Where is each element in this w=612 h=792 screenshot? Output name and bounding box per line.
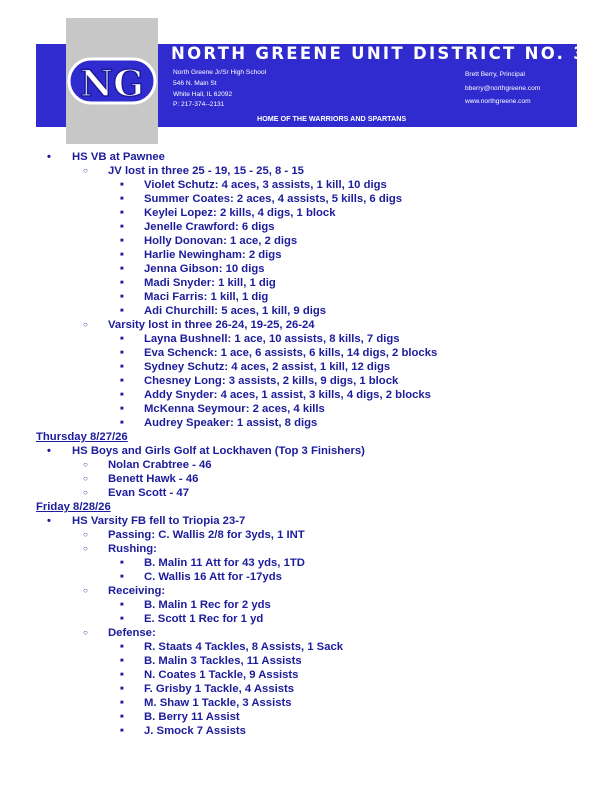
list-item: ■ B. Berry 11 Assist	[36, 710, 596, 724]
list-item: ■ Harlie Newingham: 2 digs	[36, 248, 596, 262]
list-item: ■ Eva Schenck: 1 ace, 6 assists, 6 kills, 14 digs, 2 blocks	[36, 346, 596, 360]
svg-text:NG: NG	[80, 63, 144, 105]
list-item: ■ N. Coates 1 Tackle, 9 Assists	[36, 668, 596, 682]
school-motto: HOME OF THE WARRIORS AND SPARTANS	[257, 114, 407, 123]
list-item: ■ Summer Coates: 2 aces, 4 assists, 5 kills, 6 digs	[36, 192, 596, 206]
principal-contact: Brett Berry, Principal bberry@northgreene.com www.northgreene.com	[465, 71, 541, 105]
thursday-heading: Thursday 8/27/26	[36, 431, 128, 443]
list-item: ■ Keylei Lopez: 2 kills, 4 digs, 1 block	[36, 206, 596, 220]
passing-line: ○ Passing: C. Wallis 2/8 for 3yds, 1 INT	[36, 528, 596, 542]
list-item: ■ Holly Donovan: 1 ace, 2 digs	[36, 234, 596, 248]
logo	[66, 18, 158, 144]
list-item: ■ J. Smock 7 Assists	[36, 724, 596, 738]
list-item: ■ F. Grisby 1 Tackle, 4 Assists	[36, 682, 596, 696]
jv-result: ○ JV lost in three 25 - 19, 15 - 25, 8 - 15	[36, 164, 596, 178]
list-item: ○ Nolan Crabtree - 46	[36, 458, 596, 472]
list-item: ■ B. Malin 1 Rec for 2 yds	[36, 598, 596, 612]
list-item: ■ Sydney Schutz: 4 aces, 2 assist, 1 kill, 12 digs	[36, 360, 596, 374]
varsity-result: ○ Varsity lost in three 26-24, 19-25, 26-24	[36, 318, 596, 332]
vb-heading: • HS VB at Pawnee	[36, 150, 596, 164]
list-item: ■ Jenelle Crawford: 6 digs	[36, 220, 596, 234]
results-list	[36, 150, 596, 738]
letterhead	[36, 18, 588, 124]
list-item: ■ E. Scott 1 Rec for 1 yd	[36, 612, 596, 626]
list-item: ■ Addy Snyder: 4 aces, 1 assist, 3 kills, 4 digs, 2 blocks	[36, 388, 596, 402]
list-item: ■ Audrey Speaker: 1 assist, 8 digs	[36, 416, 596, 430]
golf-heading: • HS Boys and Girls Golf at Lockhaven (Top 3 Finishers)	[36, 444, 596, 458]
list-item: ■ R. Staats 4 Tackles, 8 Assists, 1 Sack	[36, 640, 596, 654]
district-name: NORTH GREENE UNIT DISTRICT NO. 3	[171, 44, 588, 63]
list-item: ■ Layna Bushnell: 1 ace, 10 assists, 8 kills, 7 digs	[36, 332, 596, 346]
list-item: ■ M. Shaw 1 Tackle, 3 Assists	[36, 696, 596, 710]
list-item: ■ Madi Snyder: 1 kill, 1 dig	[36, 276, 596, 290]
rushing-label: ○ Rushing:	[36, 542, 596, 556]
list-item: ○ Evan Scott - 47	[36, 486, 596, 500]
list-item: ■ Chesney Long: 3 assists, 2 kills, 9 digs, 1 block	[36, 374, 596, 388]
list-item: ■ B. Malin 11 Att for 43 yds, 1TD	[36, 556, 596, 570]
fb-heading: • HS Varsity FB fell to Triopia 23-7	[36, 514, 596, 528]
list-item: ■ Maci Farris: 1 kill, 1 dig	[36, 290, 596, 304]
school-address: North Greene Jr/Sr High School 546 N. Main St White Hall, IL 62092 P: 217-374--2131	[173, 69, 267, 109]
list-item: ■ Violet Schutz: 4 aces, 3 assists, 1 kill, 10 digs	[36, 178, 596, 192]
list-item: ○ Benett Hawk - 46	[36, 472, 596, 486]
list-item: ■ C. Wallis 16 Att for -17yds	[36, 570, 596, 584]
list-item: ■ Jenna Gibson: 10 digs	[36, 262, 596, 276]
list-item: ■ McKenna Seymour: 2 aces, 4 kills	[36, 402, 596, 416]
friday-heading: Friday 8/28/26	[36, 501, 111, 513]
receiving-label: ○ Receiving:	[36, 584, 596, 598]
list-item: ■ B. Malin 3 Tackles, 11 Assists	[36, 654, 596, 668]
ng-logo-icon	[67, 55, 157, 107]
list-item: ■ Adi Churchill: 5 aces, 1 kill, 9 digs	[36, 304, 596, 318]
defense-label: ○ Defense:	[36, 626, 596, 640]
